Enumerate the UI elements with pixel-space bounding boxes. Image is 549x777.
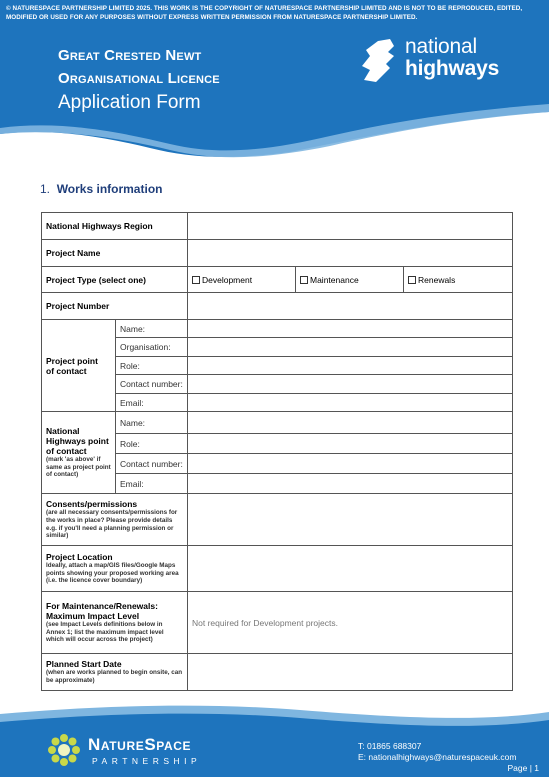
impact-label	[42, 592, 188, 654]
copyright-notice: © NATURESPACE PARTNERSHIP LIMITED 2025. THIS WORK IS THE COPYRIGHT OF NATURESPACE PARTNERSHIP LIMITED AND IS NOT TO BE REPRODUCED, EDITED, MODIFIED OR USED FOR ANY PURPOSES WITHOUT EXPRESS WRITTEN PERMISSION FROM NATURESPACE PARTNERSHIP LIMITED.	[6, 5, 523, 21]
works-information-table	[41, 212, 513, 691]
project-name-label: Project Name	[42, 240, 188, 267]
title-line-2: Organisational Licence	[58, 70, 220, 87]
consents-note: (are all necessary consents/permissions for the works in place? Please provide details e.g. if you'll need a planning permission or similar)	[46, 508, 178, 540]
national-highways-emblem-icon	[360, 38, 406, 84]
contact-organisation-label: Organisation:	[116, 338, 188, 357]
naturespace-subtitle: PARTNERSHIP	[92, 756, 202, 766]
nh-contact-label	[42, 412, 116, 494]
type-option-maintenance[interactable]	[296, 267, 404, 293]
type-option-label: Development	[202, 274, 253, 285]
title-line-3: Application Form	[58, 92, 201, 113]
contact-number-input[interactable]	[188, 375, 513, 394]
location-label	[42, 546, 188, 592]
impact-label-line-2: Maximum Impact Level	[46, 610, 140, 621]
location-input[interactable]	[188, 546, 513, 592]
table-row	[42, 320, 513, 338]
impact-input[interactable]: Not required for Development projects.	[188, 592, 513, 654]
page-number: Page | 1	[507, 763, 539, 773]
contact-name-label: Name:	[116, 320, 188, 338]
table-row	[42, 494, 513, 546]
footer-phone: T: 01865 688307	[358, 741, 422, 751]
nh-role-label: Role:	[116, 434, 188, 454]
start-date-label-text: Planned Start Date	[46, 659, 122, 670]
nh-contact-number-input[interactable]	[188, 454, 513, 474]
contact-role-input[interactable]	[188, 357, 513, 375]
section-heading	[40, 182, 162, 196]
section-number: 1.	[40, 182, 51, 196]
checkbox-icon[interactable]	[300, 276, 308, 284]
nh-contact-label-text: National Highways point of contact	[46, 425, 109, 456]
start-date-input[interactable]	[188, 654, 513, 691]
national-highways-logo	[360, 36, 520, 86]
impact-note: (see Impact Levels definitions below in Annex 1; list the maximum impact level which will occur across the project)	[46, 620, 164, 644]
page-header	[0, 0, 549, 160]
contact-name-input[interactable]	[188, 320, 513, 338]
footer-band	[0, 700, 549, 777]
consents-input[interactable]	[188, 494, 513, 546]
checkbox-icon[interactable]	[408, 276, 416, 284]
table-row	[42, 213, 513, 240]
type-option-label: Maintenance	[310, 274, 359, 285]
contact-details	[358, 741, 516, 763]
location-note: Ideally, attach a map/GIS files/Google Maps points showing your proposed working area (i.e. the licence cover boundary)	[46, 561, 179, 585]
table-row	[42, 546, 513, 592]
project-name-input[interactable]	[188, 240, 513, 267]
title-line-1: Great Crested Newt	[58, 47, 202, 64]
contact-email-label: Email:	[116, 394, 188, 412]
contact-number-label: Contact number:	[116, 375, 188, 394]
table-row	[42, 240, 513, 267]
project-contact-label-line-1: Project point	[46, 355, 98, 366]
contact-organisation-input[interactable]	[188, 338, 513, 357]
naturespace-name: NatureSpace	[88, 735, 192, 754]
logo-line-1: national	[405, 35, 477, 58]
project-contact-label-line-2: of contact	[46, 365, 87, 376]
project-number-label: Project Number	[42, 293, 188, 320]
region-input[interactable]	[188, 213, 513, 240]
location-label-text: Project Location	[46, 551, 113, 562]
project-contact-label	[42, 320, 116, 412]
start-date-label	[42, 654, 188, 691]
nh-email-label: Email:	[116, 474, 188, 494]
naturespace-flower-icon	[46, 732, 82, 768]
type-option-renewals[interactable]	[404, 267, 513, 293]
consents-label-text: Consents/permissions	[46, 498, 138, 509]
nh-name-label: Name:	[116, 412, 188, 434]
table-row	[42, 592, 513, 654]
project-number-input[interactable]	[188, 293, 513, 320]
page-footer	[0, 700, 549, 777]
table-row	[42, 293, 513, 320]
nh-role-input[interactable]	[188, 434, 513, 454]
table-row	[42, 654, 513, 691]
table-row	[42, 267, 513, 293]
nh-contact-number-label: Contact number:	[116, 454, 188, 474]
type-option-development[interactable]	[188, 267, 296, 293]
footer-email: E: nationalhighways@naturespaceuk.com	[358, 752, 517, 762]
nh-email-input[interactable]	[188, 474, 513, 494]
nh-name-input[interactable]	[188, 412, 513, 434]
nh-contact-note: (mark 'as above' if same as project point of contact)	[46, 455, 111, 479]
checkbox-icon[interactable]	[192, 276, 200, 284]
start-date-note: (when are works planned to begin onsite, can be approximate)	[46, 669, 183, 684]
contact-email-input[interactable]	[188, 394, 513, 412]
project-type-label: Project Type (select one)	[42, 267, 188, 293]
section-title: Works information	[56, 182, 163, 196]
type-option-label: Renewals	[418, 274, 456, 285]
logo-wordmark	[405, 36, 499, 80]
consents-label	[42, 494, 188, 546]
region-label: National Highways Region	[42, 213, 188, 240]
table-row	[42, 412, 513, 434]
document-title	[58, 44, 220, 116]
contact-role-label: Role:	[116, 357, 188, 375]
logo-line-2: highways	[405, 57, 500, 80]
impact-label-line-1: For Maintenance/Renewals:	[46, 600, 158, 611]
